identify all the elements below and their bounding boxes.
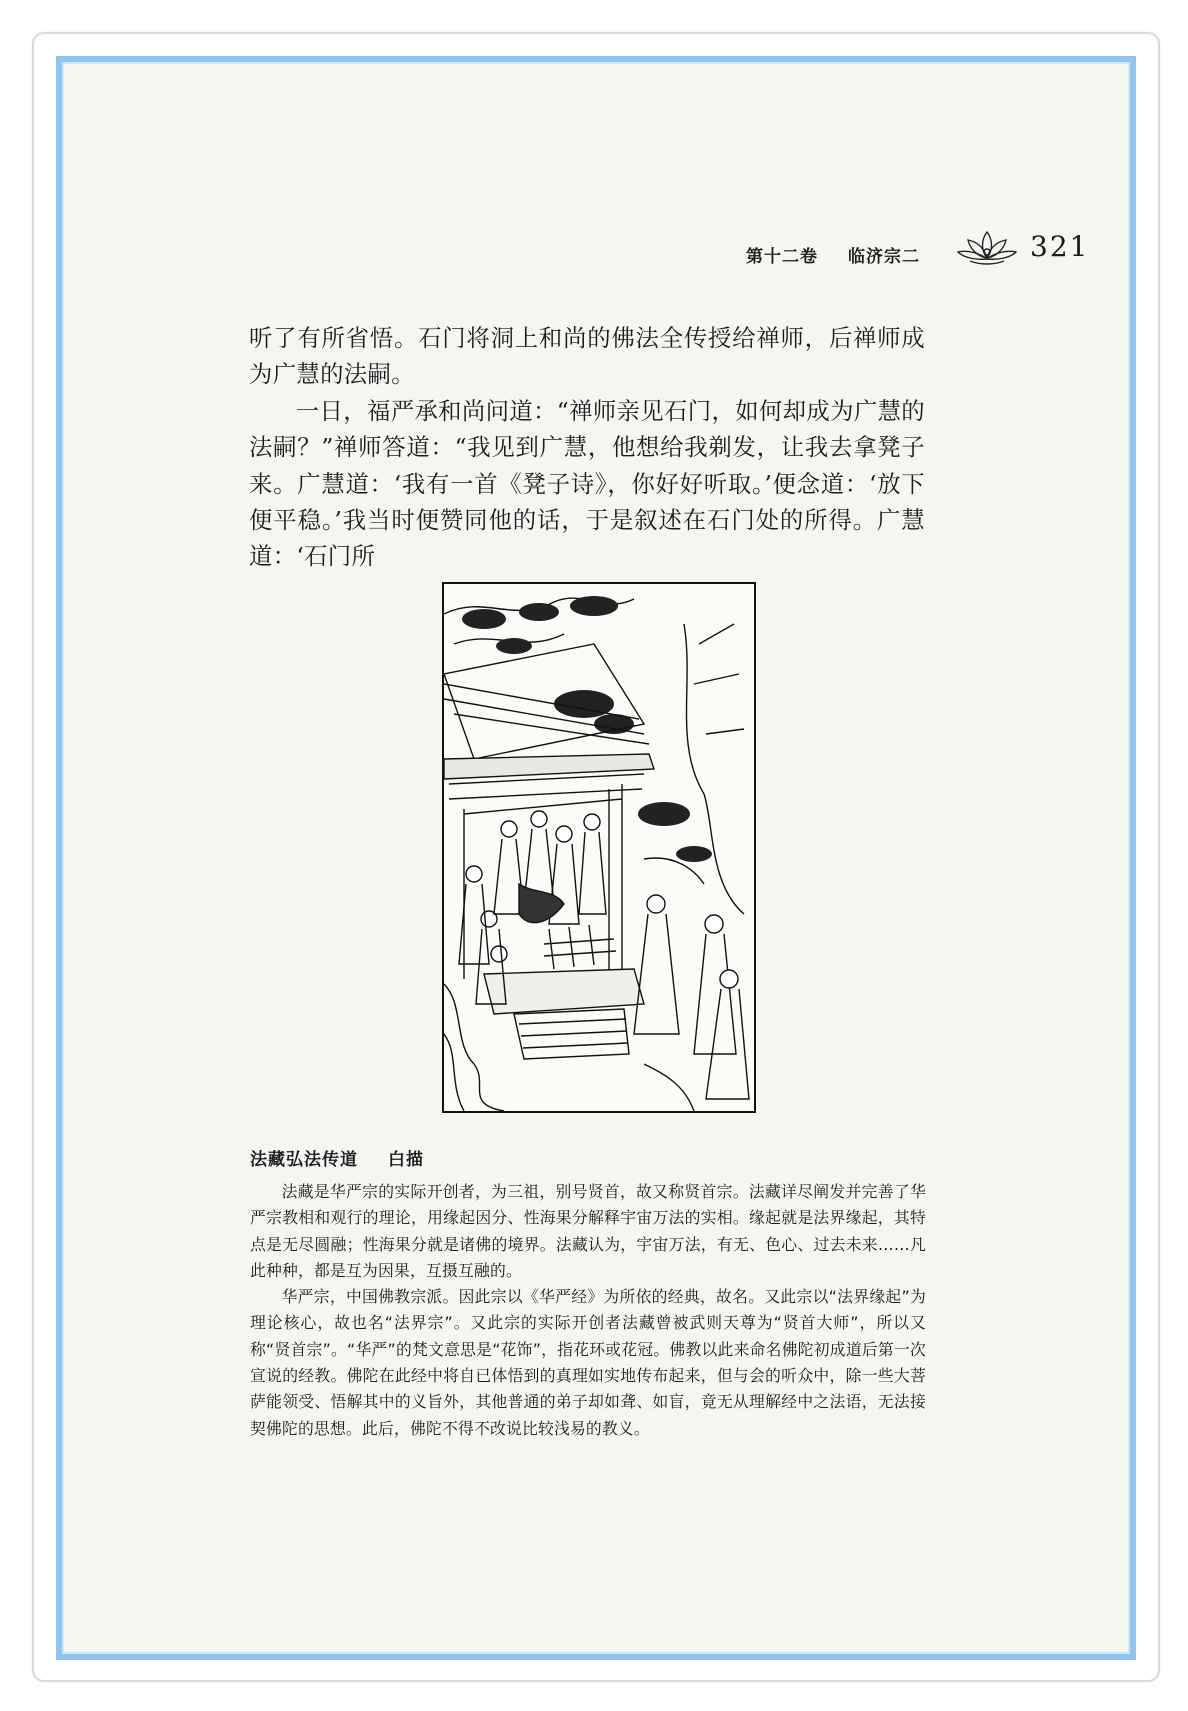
caption-paragraph-1: 法藏是华严宗的实际开创者，为三祖，别号贤首，故又称贤首宗。法藏详尽阐发并完善了华严宗教相和观行的理论，用缘起因分、性海果分解释宇宙万法的实相。缘起就是法界缘起，其特点是无尽圆融；性海果分就是诸佛的境界。法藏认为，宇宙万法，有无、色心、过去未来……凡此种种，都是互为因果，互摄互融的。 bbox=[250, 1182, 926, 1280]
page-number: 321 bbox=[1030, 230, 1090, 263]
woodblock-illustration bbox=[442, 582, 756, 1113]
main-text bbox=[249, 320, 925, 575]
caption-text bbox=[250, 1179, 926, 1442]
paragraph-1: 听了有所省悟。石门将洞上和尚的佛法全传授给禅师，后禅师成为广慧的法嗣。 bbox=[249, 324, 925, 389]
temple-scene-icon bbox=[444, 584, 754, 1111]
chapter-label: 第十二卷 bbox=[746, 247, 818, 267]
caption-title-text: 法藏弘法传道 bbox=[250, 1150, 358, 1170]
page-border bbox=[56, 56, 1136, 1660]
caption-style: 白描 bbox=[388, 1150, 424, 1170]
section-label: 临济宗二 bbox=[848, 247, 920, 267]
caption-paragraph-2: 华严宗，中国佛教宗派。因此宗以《华严经》为所依的经典，故名。又此宗以“法界缘起”为理论核心，故也名“法界宗”。又此宗的实际开创者法藏曾被武则天尊为“贤首大师”，所以又称“贤首宗”。“华严”的梵文意思是“花饰”，指花环或花冠。佛教以此来命名佛陀初成道后第一次宣说的经教。佛陀在此经中将自已体悟到的真理如实地传布起来，但与会的听众中，除一些大菩萨能领受、悟解其中的义旨外，其他普通的弟子却如聋、如盲，竟无从理解经中之法语，无法接契佛陀的思想。此后，佛陀不得不改说比较浅易的教义。 bbox=[250, 1287, 926, 1438]
page-outer-frame bbox=[32, 32, 1160, 1682]
running-header bbox=[62, 224, 1130, 268]
paragraph-2: 一日，福严承和尚问道：“禅师亲见石门，如何却成为广慧的法嗣？”禅师答道：“我见到广慧，他想给我剃发，让我去拿凳子来。广慧道：‘我有一首《凳子诗》，你好好听取。’便念道：‘放下便平稳。’我当时便赞同他的话，于是叙述在石门处的所得。广慧道：‘石门所 bbox=[249, 396, 925, 571]
caption-title bbox=[250, 1145, 424, 1170]
lotus-icon bbox=[956, 228, 1018, 268]
